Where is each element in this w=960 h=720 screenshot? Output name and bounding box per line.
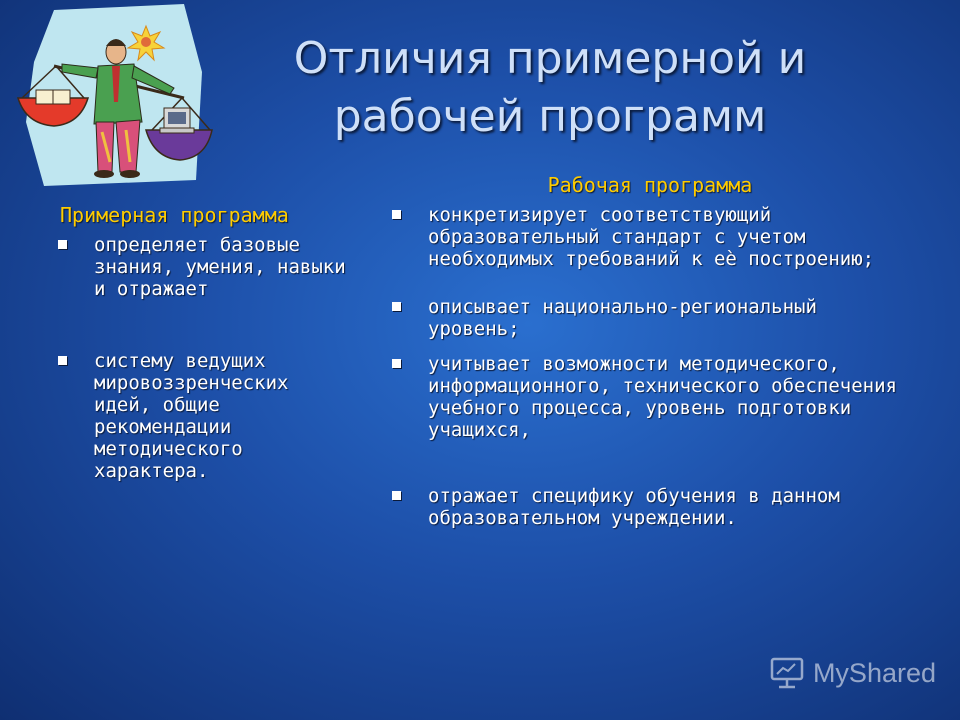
list-item-text: систему ведущих мировоззренческих идей, общие рекомендации методического характера. bbox=[94, 350, 289, 482]
list-item-text: описывает национально-региональный уровень; bbox=[428, 296, 817, 340]
bullet-square-icon bbox=[392, 302, 401, 311]
bullet-square-icon bbox=[392, 359, 401, 368]
list-item-text: отражает специфику обучения в данном образовательном учреждении. bbox=[428, 485, 840, 529]
list-item bbox=[58, 350, 348, 482]
watermark bbox=[769, 656, 936, 690]
list-item-text: определяет базовые знания, умения, навыки и отражает bbox=[94, 234, 346, 300]
list-item bbox=[392, 485, 912, 529]
list-item bbox=[392, 353, 912, 441]
slide-title: Отличия примерной и рабочей программ bbox=[293, 33, 807, 142]
list-item bbox=[392, 204, 912, 270]
list-item-text: учитывает возможности методического, информационного, технического обеспечения учебного процесса, уровень подготовки учащихся, bbox=[428, 353, 897, 441]
bullet-square-icon bbox=[392, 210, 401, 219]
bullet-square-icon bbox=[58, 240, 67, 249]
left-bullet-list bbox=[58, 234, 348, 482]
scales-figure-clipart bbox=[14, 2, 214, 187]
presentation-screen-icon bbox=[769, 656, 807, 690]
list-item-text: конкретизирует соответствующий образовательный стандарт с учетом необходимых требований к еѐ построению; bbox=[428, 204, 875, 270]
list-item bbox=[392, 296, 912, 340]
list-item bbox=[58, 234, 348, 300]
bullet-square-icon bbox=[58, 356, 67, 365]
left-column-heading: Примерная программа bbox=[60, 203, 289, 227]
right-bullet-list bbox=[392, 204, 912, 529]
right-column-heading: Рабочая программа bbox=[547, 173, 753, 197]
bullet-square-icon bbox=[392, 491, 401, 500]
watermark-text: MyShared bbox=[812, 657, 936, 688]
